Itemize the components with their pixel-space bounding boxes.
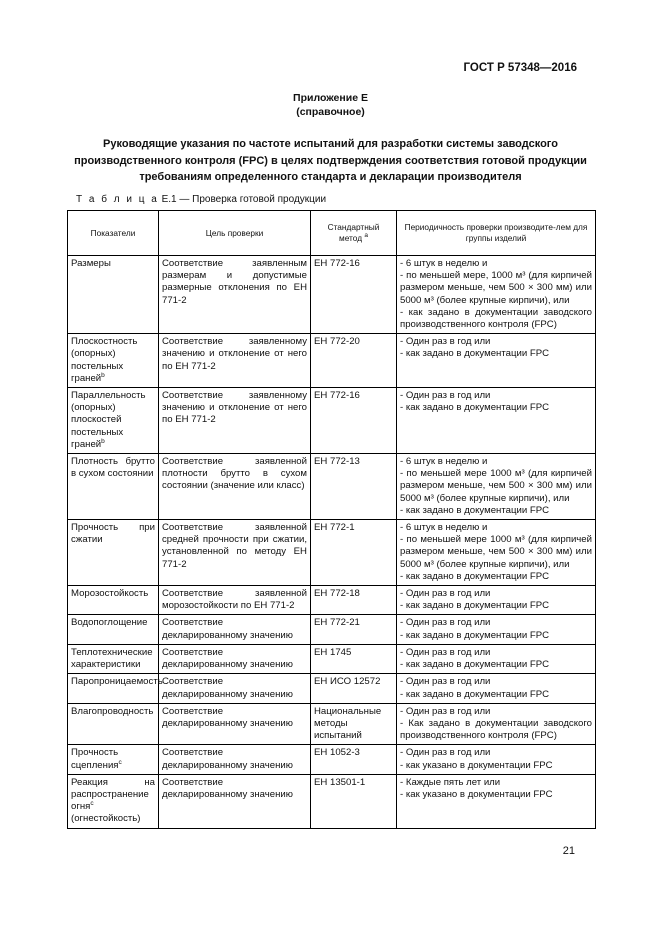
cell-indicator	[68, 615, 159, 644]
cell-frequency	[397, 388, 596, 454]
table-row	[68, 388, 596, 454]
cell-purpose: Соответствие заявленной морозостойкости по ЕН 771-2	[159, 586, 311, 615]
frequency-item: - Один раз в год или	[400, 676, 491, 688]
title-line: Руководящие указания по частоте испытаний для разработки системы заводского	[103, 138, 558, 150]
indicator-text: Плоскостность (опорных) постельных граней	[71, 336, 138, 384]
cell-purpose: Соответствие декларированному значению	[159, 703, 311, 745]
frequency-item: - как задано в документации FPC	[400, 600, 550, 612]
cell-method: ЕН 772-16	[311, 256, 397, 334]
cell-method: ЕН 13501-1	[311, 774, 397, 828]
header-method-sup: а	[364, 232, 368, 240]
cell-method: ЕН ИСО 12572	[311, 674, 397, 703]
caption-prefix: Т а б л и ц а	[76, 194, 159, 205]
table-row	[68, 774, 596, 828]
table-row	[68, 644, 596, 673]
cell-frequency	[397, 454, 596, 520]
frequency-item: - как задано в документации FPC	[400, 402, 550, 414]
cell-frequency	[397, 703, 596, 745]
table-row	[68, 703, 596, 745]
table-row	[68, 334, 596, 388]
cell-method: ЕН 1052-3	[311, 745, 397, 774]
table-row	[68, 586, 596, 615]
cell-indicator	[68, 388, 159, 454]
frequency-item: - 6 штук в неделю и	[400, 522, 488, 534]
header-method-label: Стандартный метод	[327, 222, 380, 243]
title-line: производственного контроля (FPC) в целях подтверждения соответствия готовой продукции	[74, 154, 587, 167]
cell-frequency	[397, 334, 596, 388]
indicator-text: Реакция на распространение огня	[71, 776, 155, 813]
cell-frequency	[397, 586, 596, 615]
cell-frequency	[397, 774, 596, 828]
page-number: 21	[562, 845, 575, 857]
frequency-item: - Один раз в год или	[400, 336, 491, 348]
cell-indicator	[68, 644, 159, 673]
cell-frequency	[397, 644, 596, 673]
cell-method: ЕН 1745	[311, 644, 397, 673]
cell-method: Национальные методы испытаний	[311, 703, 397, 745]
indicator-text: Плотность брутто в сухом состоянии	[71, 456, 155, 480]
indicator-text: Прочность сцепления	[71, 747, 119, 771]
indicator-text: Параллельность (опорных) плоскостей постельных граней	[71, 390, 146, 450]
cell-purpose: Соответствие декларированному значению	[159, 674, 311, 703]
frequency-item: - по меньшей мере 1000 м³ (для кирпичей размером меньше, чем 500 × 300 мм) или 5000 м³ (более крупные кирпичи), или	[400, 534, 592, 570]
frequency-item: - по меньшей мере, 1000 м³ (для кирпичей размером меньше, чем 500 × 300 мм) или 5000 м³ (более крупные кирпичи), или	[400, 270, 592, 306]
indicator-text: Водопоглощение	[71, 617, 148, 629]
frequency-item: - как задано в документации заводского производственного контроля (FPC)	[400, 306, 592, 331]
frequency-item: - как задано в документации FPC	[400, 570, 550, 582]
cell-indicator	[68, 703, 159, 745]
cell-indicator	[68, 520, 159, 586]
cell-purpose: Соответствие декларированному значению	[159, 745, 311, 774]
cell-frequency	[397, 745, 596, 774]
table-row	[68, 454, 596, 520]
cell-frequency	[397, 674, 596, 703]
frequency-item: - Один раз в год или	[400, 390, 491, 402]
cell-purpose: Соответствие заявленному значению и отклонение от него по ЕН 771-2	[159, 388, 311, 454]
table-row	[68, 615, 596, 644]
header-frequency: Периодичность проверки производите-лем для группы изделий	[397, 211, 596, 256]
document-title	[60, 136, 601, 186]
standard-number: ГОСТ Р 57348—2016	[463, 62, 577, 74]
table-row	[68, 256, 596, 334]
frequency-item: - как указано в документации FPC	[400, 788, 553, 800]
frequency-item: - как задано в документации FPC	[400, 659, 550, 671]
cell-purpose: Соответствие заявленной средней прочности при сжатии, установленной по методу ЕН 771-2	[159, 520, 311, 586]
footnote-marker: c	[90, 799, 94, 807]
cell-indicator	[68, 774, 159, 828]
table-row	[68, 520, 596, 586]
cell-frequency	[397, 520, 596, 586]
frequency-item: - Как задано в документации заводского производственного контроля (FPC)	[400, 717, 592, 742]
table-header-row	[68, 211, 596, 256]
frequency-item: - 6 штук в неделю и	[400, 456, 488, 468]
indicator-text: Теплотехнические характеристики	[71, 646, 153, 671]
cell-purpose: Соответствие заявленному значению и отклонение от него по ЕН 771-2	[159, 334, 311, 388]
table-body	[68, 256, 596, 829]
indicator-text: Прочность при сжатии	[71, 522, 155, 546]
cell-indicator	[68, 454, 159, 520]
header-indicator: Показатели	[68, 211, 159, 256]
frequency-item: - Один раз в год или	[400, 747, 491, 759]
cell-indicator	[68, 674, 163, 703]
frequency-item: - как указано в документации FPC	[400, 759, 553, 771]
frequency-item: - как задано в документации FPC	[400, 688, 550, 700]
cell-indicator	[68, 586, 159, 615]
frequency-item: - как задано в документации FPC	[400, 629, 550, 641]
cell-method: ЕН 772-13	[311, 454, 397, 520]
annex-title: Приложение Е	[293, 92, 368, 104]
indicator-text: Размеры	[71, 258, 111, 269]
title-line: требованиям определенного стандарта и декларации производителя	[139, 171, 522, 183]
frequency-item: - Один раз в год или	[400, 646, 491, 658]
frequency-item: - как задано в документации FPC	[400, 348, 550, 360]
frequency-item: - по меньшей мере 1000 м³ (для кирпичей размером меньше, чем 500 × 300 мм) или 5000 м³ (более крупные кирпичи), или	[400, 468, 592, 504]
frequency-item: - как задано в документации FPC	[400, 504, 550, 516]
cell-purpose: Соответствие декларированному значению	[159, 774, 311, 828]
cell-purpose: Соответствие декларированному значению	[159, 615, 311, 644]
frequency-item: - 6 штук в неделю и	[400, 258, 488, 269]
cell-purpose: Соответствие декларированному значению	[159, 644, 311, 673]
frequency-item: - Один раз в год или	[400, 588, 491, 600]
cell-indicator	[68, 334, 159, 388]
indicator-text: Морозостойкость	[71, 588, 149, 600]
cell-indicator	[68, 745, 159, 774]
cell-method: ЕН 772-18	[311, 586, 397, 615]
frequency-item: - Один раз в год или	[400, 705, 491, 717]
cell-method: ЕН 772-16	[311, 388, 397, 454]
indicator-text: Паропроницаемость	[71, 676, 163, 688]
cell-frequency	[397, 256, 596, 334]
cell-purpose: Соответствие заявленным размерам и допустимые размерные отклонения по ЕН 771-2	[159, 256, 311, 334]
table-caption	[76, 194, 326, 205]
footnote-marker: b	[101, 437, 105, 445]
footnote-marker: c	[118, 758, 122, 766]
cell-method: ЕН 772-20	[311, 334, 397, 388]
table-row	[68, 674, 596, 703]
cell-method: ЕН 772-1	[311, 520, 397, 586]
cell-indicator	[68, 256, 159, 334]
header-purpose: Цель проверки	[159, 211, 311, 256]
footnote-marker: b	[101, 371, 105, 379]
cell-frequency	[397, 615, 596, 644]
header-method	[311, 211, 397, 256]
frequency-item: - Один раз в год или	[400, 617, 491, 629]
indicator-tail: (огнестойкость)	[71, 813, 141, 825]
annex-subtitle: (справочное)	[296, 106, 365, 118]
indicator-text: Влагопроводность	[71, 705, 154, 717]
caption-text: Е.1 — Проверка готовой продукции	[161, 194, 327, 205]
product-check-table	[67, 210, 596, 829]
table-row	[68, 745, 596, 774]
frequency-item: - Каждые пять лет или	[400, 776, 501, 788]
cell-purpose: Соответствие заявленной плотности брутто в сухом состоянии (значение или класс)	[159, 454, 311, 520]
cell-method: ЕН 772-21	[311, 615, 397, 644]
